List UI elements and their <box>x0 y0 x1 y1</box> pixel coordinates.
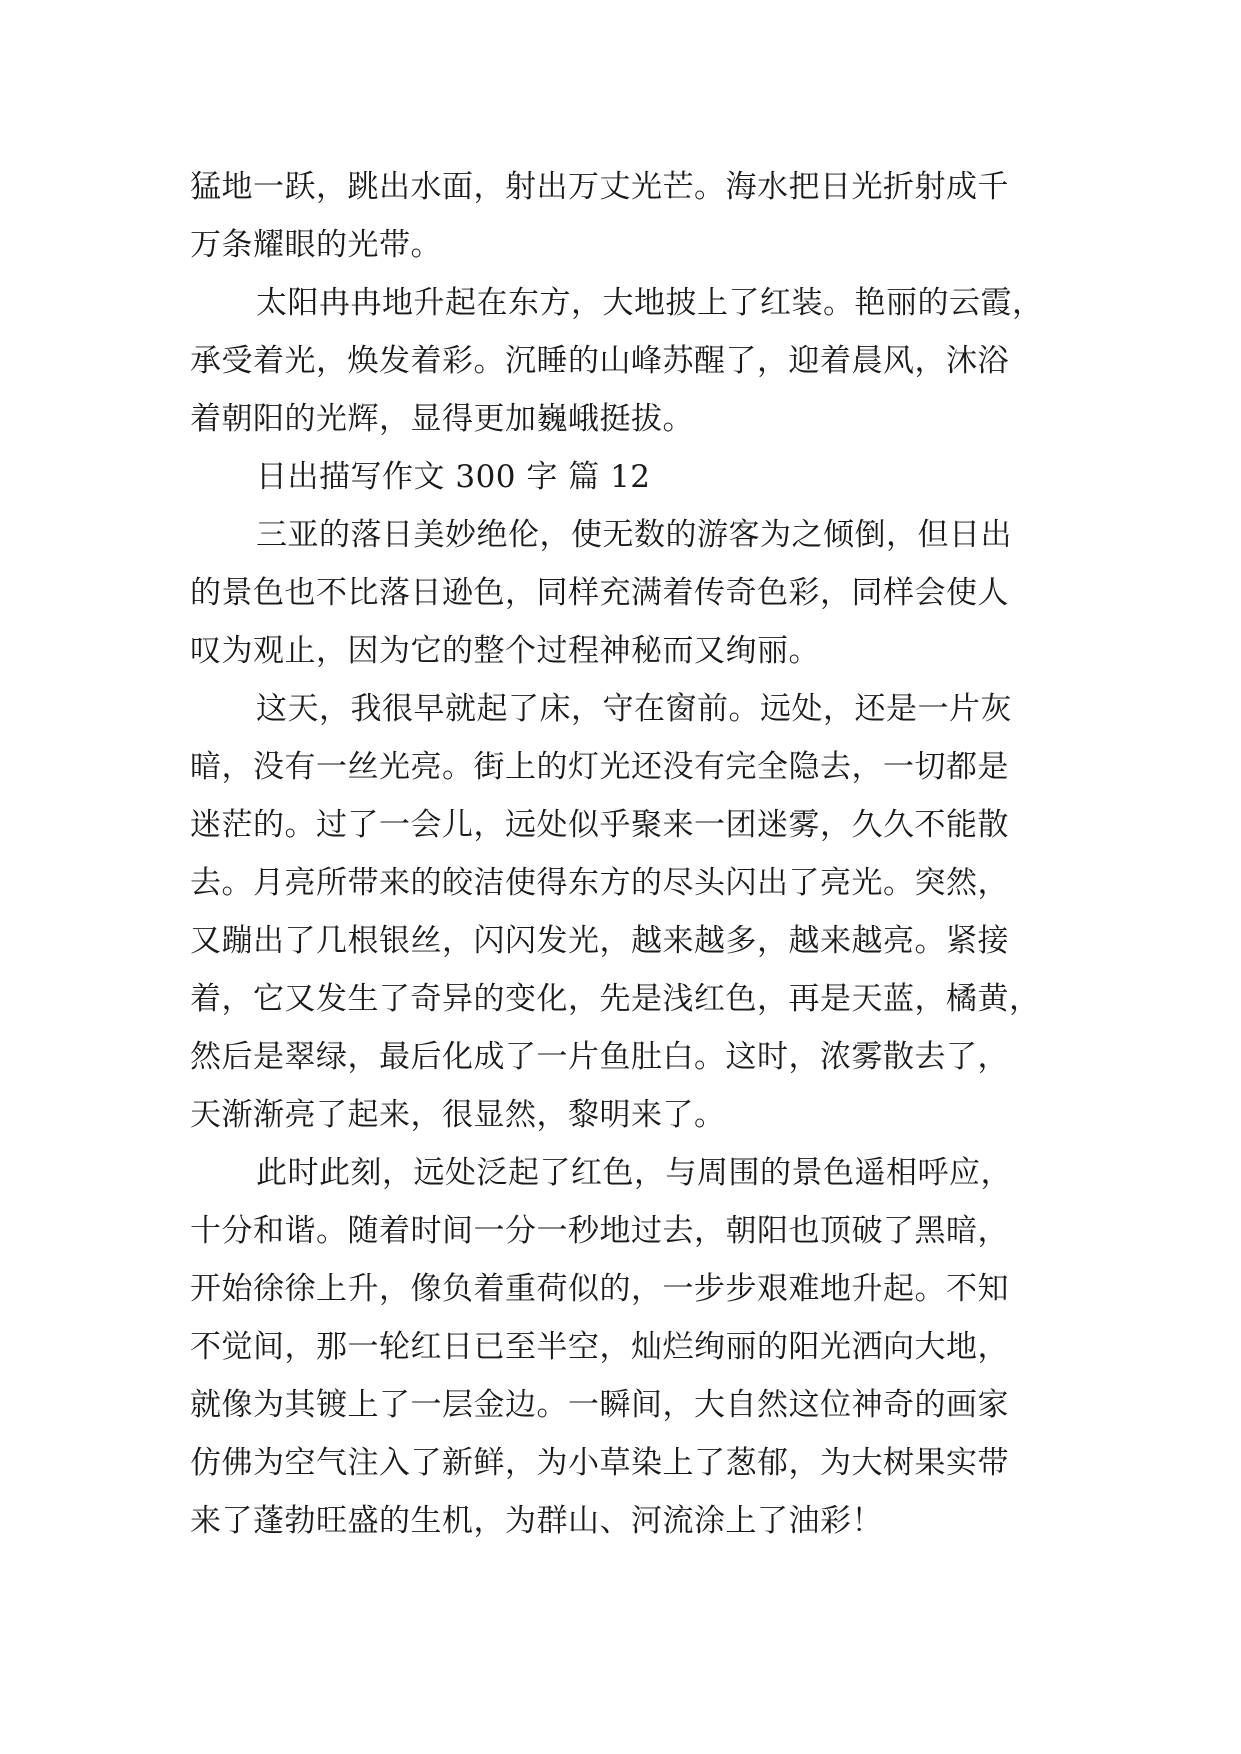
text-line: 然后是翠绿，最后化成了一片鱼肚白。这时，浓雾散去了， <box>190 1039 1009 1075</box>
text-line: 的景色也不比落日逊色，同样充满着传奇色彩，同样会使人 <box>190 575 1009 611</box>
text-line: 着朝阳的光辉，显得更加巍峨挺拔。 <box>190 401 694 437</box>
text-line: 万条耀眼的光带。 <box>190 227 442 263</box>
paragraph-start: 此时此刻，远处泛起了红色，与周围的景色遥相呼应， <box>256 1155 1012 1191</box>
text-line: 就像为其镀上了一层金边。一瞬间，大自然这位神奇的画家 <box>190 1387 1009 1423</box>
text-line: 承受着光，焕发着彩。沉睡的山峰苏醒了，迎着晨风，沐浴 <box>190 343 1009 379</box>
section-heading: 日出描写作文 300 字 篇 12 <box>256 459 651 495</box>
text-line: 不觉间，那一轮红日已至半空，灿烂绚丽的阳光洒向大地， <box>190 1329 1009 1365</box>
text-line: 十分和谐。随着时间一分一秒地过去，朝阳也顶破了黑暗， <box>190 1213 1009 1249</box>
text-line: 又蹦出了几根银丝，闪闪发光，越来越多，越来越亮。紧接 <box>190 923 1009 959</box>
text-line: 天渐渐亮了起来，很显然，黎明来了。 <box>190 1097 726 1133</box>
paragraph-start: 这天，我很早就起了床，守在窗前。远处，还是一片灰 <box>256 691 1012 727</box>
text-line: 迷茫的。过了一会儿，远处似乎聚来一团迷雾，久久不能散 <box>190 807 1009 843</box>
text-line: 暗，没有一丝光亮。街上的灯光还没有完全隐去，一切都是 <box>190 749 1009 785</box>
article-body <box>190 158 1070 1550</box>
text-line: 仿佛为空气注入了新鲜，为小草染上了葱郁，为大树果实带 <box>190 1445 1009 1481</box>
paragraph-start: 太阳冉冉地升起在东方，大地披上了红装。艳丽的云霞， <box>256 285 1044 321</box>
text-line: 开始徐徐上升，像负着重荷似的，一步步艰难地升起。不知 <box>190 1271 1009 1307</box>
text-line: 着，它又发生了奇异的变化，先是浅红色，再是天蓝，橘黄， <box>190 981 1041 1017</box>
text-line: 来了蓬勃旺盛的生机，为群山、河流涂上了油彩！ <box>190 1503 883 1539</box>
paragraph-start: 三亚的落日美妙绝伦，使无数的游客为之倾倒，但日出 <box>256 517 1012 553</box>
text-line: 猛地一跃，跳出水面，射出万丈光芒。海水把日光折射成千 <box>190 169 1009 205</box>
text-line: 去。月亮所带来的皎洁使得东方的尽头闪出了亮光。突然， <box>190 865 1009 901</box>
text-line: 叹为观止，因为它的整个过程神秘而又绚丽。 <box>190 633 820 669</box>
